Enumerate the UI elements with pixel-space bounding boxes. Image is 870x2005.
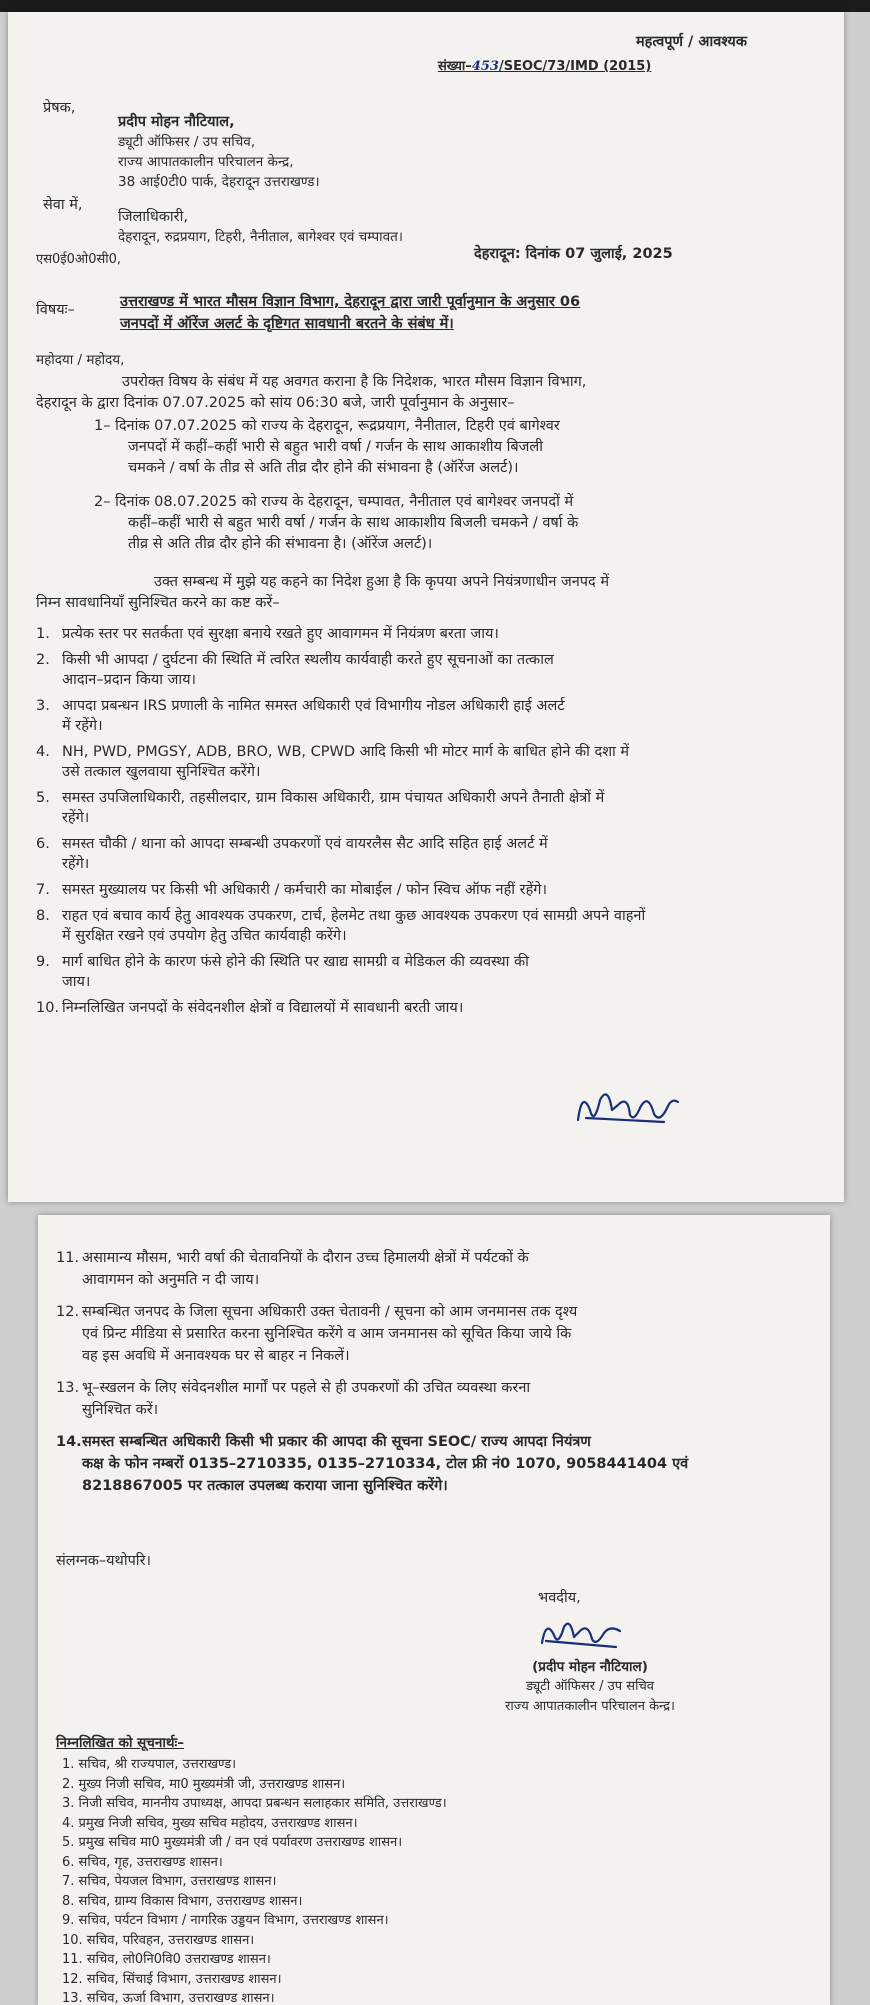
list-item-text: समस्त उपजिलाधिकारी, तहसीलदार, ग्राम विकास अधिकारी, ग्राम पंचायत अधिकारी अपने तैनाती क्षेत्रों में <box>62 790 605 806</box>
list-item-text: NH, PWD, PMGSY, ADB, BRO, WB, CPWD आदि किसी भी मोटर मार्ग के बाधित होने की दशा में <box>62 744 630 760</box>
list-item <box>56 1247 816 1291</box>
forecast-item-1: 1– दिनांक 07.07.2025 को राज्य के देहरादून, रूद्रप्रयाग, नैनीताल, टिहरी एवं बागेश्वर जनपदों में कहीं–कहीं भारी से बहुत भारी वर्षा / गर्जन के साथ आकाशीय बिजली चमकने / वर्षा के तीव्र से अति तीव्र दौर होने की संभावना है (ऑरेंज अलर्ट)। <box>94 418 560 476</box>
list-item-text: सुनिश्चित करें। <box>82 1402 159 1418</box>
list-item <box>36 952 826 992</box>
list-item-text: आवागमन को अनुमति न दी जाय। <box>82 1272 260 1288</box>
list-item-number: 13. <box>56 1380 80 1396</box>
top-bar <box>0 0 870 12</box>
sender-block <box>118 112 320 192</box>
sign-name: (प्रदीप मोहन नौटियाल) <box>532 1659 648 1675</box>
list-item-number: 9. <box>36 954 50 970</box>
direction-paragraph: उक्त सम्बन्ध में मुझे यह कहने का निदेश हुआ है कि कृपया अपने नियंत्रणाधीन जनपद में निम्न सावधानियाँ सुनिश्चित करने का कष्ट करें– <box>36 574 609 611</box>
list-item-text: वह इस अवधि में अनावश्यक घर से बाहर न निकलें। <box>82 1348 350 1364</box>
cc-list-item: 12. सचिव, सिंचाई विभाग, उत्तराखण्ड शासन। <box>62 1971 282 1987</box>
list-item <box>36 650 826 690</box>
list-item <box>36 624 826 644</box>
list-item-text: एवं प्रिन्ट मीडिया से प्रसारित करना सुनिश्चित करेंगे व आम जनमानस को सूचित किया जाये कि <box>82 1326 572 1342</box>
letter-page-2 <box>38 1215 830 2005</box>
sender-label: प्रेषक, <box>43 100 76 116</box>
list-item-number: 8. <box>36 908 50 924</box>
intro-paragraph: उपरोक्त विषय के संबंध में यह अवगत कराना है कि निदेशक, भारत मौसम विज्ञान विभाग, देहरादून के द्वारा दिनांक 07.07.2025 को सांय 06:30 बजे, जारी पूर्वानुमान के अनुसार– <box>36 374 587 411</box>
dept-code: एस0ई0ओ0सी0, <box>36 252 122 267</box>
list-item-text: प्रत्येक स्तर पर सतर्कता एवं सुरक्षा बनाये रखते हुए आवागमन में नियंत्रण बरता जाय। <box>62 626 499 642</box>
to-label: सेवा में, <box>43 197 83 213</box>
sign-title: ड्यूटी ऑफिसर / उप सचिव <box>526 1679 654 1694</box>
list-item-text: उसे तत्काल खुलवाया सुनिश्चित करेंगे। <box>62 764 261 780</box>
enclosure-note: संलग्नक–यथोपरि। <box>56 1553 151 1569</box>
subject-text: उत्तराखण्ड में भारत मौसम विज्ञान विभाग, देहरादून द्वारा जारी पूर्वानुमान के अनुसार 06 जनपदों में ऑरेंज अलर्ट के दृष्टिगत सावधानी बरतने के संबंध में। <box>120 294 581 332</box>
cc-list-item: 2. मुख्य निजी सचिव, मा0 मुख्यमंत्री जी, उत्तराखण्ड शासन। <box>62 1776 346 1792</box>
list-item <box>36 696 826 736</box>
list-item-text: जाय। <box>62 974 91 990</box>
list-item <box>36 834 826 874</box>
recipient-block <box>118 207 403 247</box>
sender-line: राज्य आपातकालीन परिचालन केन्द्र, <box>118 154 294 170</box>
subject-label: विषयः– <box>36 302 75 318</box>
cc-list-item: 3. निजी सचिव, माननीय उपाध्यक्ष, आपदा प्रबन्धन सलाहकार समिति, उत्तराखण्ड। <box>62 1796 447 1811</box>
list-item-text: 8218867005 पर तत्काल उपलब्ध कराया जाना सुनिश्चित करेंगे। <box>82 1478 448 1494</box>
cc-list-item: 11. सचिव, लो0नि0वि0 उत्तराखण्ड शासन। <box>62 1952 271 1967</box>
list-item-number: 1. <box>36 626 50 642</box>
cc-list-item: 10. सचिव, परिवहन, उत्तराखण्ड शासन। <box>62 1932 255 1948</box>
list-item <box>36 788 826 828</box>
forecast-item-2: 2– दिनांक 08.07.2025 को राज्य के देहरादून, चम्पावत, नैनीताल एवं बागेश्वर जनपदों में कहीं–कहीं भारी से बहुत भारी वर्षा / गर्जन के साथ आकाशीय बिजली चमकने / वर्षा के तीव्र से अति तीव्र दौर होने की संभावना है। (ऑरेंज अलर्ट)। <box>94 494 579 552</box>
list-item-text: सम्बन्धित जनपद के जिला सूचना अधिकारी उक्त चेतावनी / सूचना को आम जनमानस तक दृश्य <box>82 1304 578 1320</box>
sign-block <box>490 1657 690 1717</box>
precautions-list <box>36 624 826 1024</box>
recipient-line: जिलाधिकारी, <box>118 209 188 225</box>
list-item-text: निम्नलिखित जनपदों के संवेदनशील क्षेत्रों व विद्यालयों में सावधानी बरती जाय। <box>62 1000 464 1016</box>
cc-list <box>62 1755 447 2005</box>
list-item-number: 6. <box>36 836 50 852</box>
list-item-number: 7. <box>36 882 50 898</box>
sign-office: राज्य आपातकालीन परिचालन केन्द्र। <box>505 1699 675 1714</box>
cc-list-item: 7. सचिव, पेयजल विभाग, उत्तराखण्ड शासन। <box>62 1874 277 1889</box>
list-item <box>56 1377 816 1421</box>
list-item <box>56 1431 816 1497</box>
recipient-line: देहरादून, रुद्रप्रयाग, टिहरी, नैनीताल, बागेश्वर एवं चम्पावत। <box>118 229 403 245</box>
continued-list <box>56 1247 816 1507</box>
list-item-text: कक्ष के फोन नम्बरों 0135–2710335, 0135–2710334, टोल फ्री नं0 1070, 9058441404 एवं <box>82 1456 689 1472</box>
priority-label: महत्वपूर्ण / आवश्यक <box>636 34 747 50</box>
list-item-number: 12. <box>56 1304 80 1320</box>
cc-list-item: 1. सचिव, श्री राज्यपाल, उत्तराखण्ड। <box>62 1757 237 1772</box>
sender-name: प्रदीप मोहन नौटियाल, <box>118 114 235 130</box>
letter-date: देहरादून: दिनांक 07 जुलाई, 2025 <box>474 246 673 262</box>
list-item-text: राहत एवं बचाव कार्य हेतु आवश्यक उपकरण, टार्च, हेलमेट तथा कुछ आवश्यक उपकरण एवं सामग्री अपने वाहनों <box>62 908 646 924</box>
list-item <box>36 880 826 900</box>
list-item-text: भू–स्खलन के लिए संवेदनशील मार्गों पर पहले से ही उपकरणों की उचित व्यवस्था करना <box>82 1380 531 1396</box>
list-item-number: 2. <box>36 652 50 668</box>
list-item <box>36 998 826 1018</box>
cc-list-item: 8. सचिव, ग्राम्य विकास विभाग, उत्तराखण्ड शासन। <box>62 1893 303 1909</box>
list-item-text: समस्त चौकी / थाना को आपदा सम्बन्धी उपकरणों एवं वायरलैस सैट आदि सहित हाई अलर्ट में <box>62 836 548 852</box>
list-item-number: 4. <box>36 744 50 760</box>
sender-line: 38 आई0टी0 पार्क, देहरादून उत्तराखण्ड। <box>118 174 320 190</box>
list-item-number: 10. <box>36 1000 60 1016</box>
list-item-number: 11. <box>56 1250 80 1266</box>
signature <box>568 1080 688 1140</box>
list-item <box>56 1301 816 1367</box>
signature <box>536 1613 626 1653</box>
list-item-text: में रहेंगे। <box>62 718 103 734</box>
cc-list-item: 6. सचिव, गृह, उत्तराखण्ड शासन। <box>62 1854 223 1870</box>
list-item-text: आदान–प्रदान किया जाय। <box>62 672 197 688</box>
list-item <box>36 742 826 782</box>
list-item-text: समस्त मुख्यालय पर किसी भी अधिकारी / कर्मचारी का मोबाईल / फोन स्विच ऑफ नहीं रहेंगे। <box>62 882 547 898</box>
list-item-number: 14. <box>56 1434 82 1450</box>
cc-list-item: 4. प्रमुख निजी सचिव, मुख्य सचिव महोदय, उत्तराखण्ड शासन। <box>62 1815 358 1831</box>
closing: भवदीय, <box>538 1590 581 1606</box>
salutation: महोदया / महोदय, <box>36 352 125 368</box>
cc-list-item: 13. सचिव, ऊर्जा विभाग, उत्तराखण्ड शासन। <box>62 1991 275 2005</box>
list-item-number: 5. <box>36 790 50 806</box>
reference-number: संख्या–453/SEOC/73/IMD (2015) <box>438 59 652 74</box>
list-item-text: असामान्य मौसम, भारी वर्षा की चेतावनियों के दौरान उच्च हिमालयी क्षेत्रों में पर्यटकों के <box>82 1250 529 1266</box>
list-item-text: रहेंगे। <box>62 810 90 826</box>
list-item-text: में सुरक्षित रखने एवं उपयोग हेतु उचित कार्यवाही करेंगे। <box>62 928 347 944</box>
list-item-text: समस्त सम्बन्धित अधिकारी किसी भी प्रकार की आपदा की सूचना SEOC/ राज्य आपदा नियंत्रण <box>82 1434 591 1450</box>
list-item-text: किसी भी आपदा / दुर्घटना की स्थिति में त्वरित स्थलीय कार्यवाही करते हुए सूचनाओं का तत्काल <box>62 652 554 668</box>
list-item-text: रहेंगे। <box>62 856 90 872</box>
cc-heading: निम्नलिखित को सूचनार्थः– <box>56 1735 184 1751</box>
cc-list-item: 5. प्रमुख सचिव मा0 मुख्यमंत्री जी / वन एवं पर्यावरण उत्तराखण्ड शासन। <box>62 1835 403 1850</box>
list-item-text: आपदा प्रबन्धन IRS प्रणाली के नामित समस्त अधिकारी एवं विभागीय नोडल अधिकारी हाई अलर्ट <box>62 698 565 714</box>
cc-list-item: 9. सचिव, पर्यटन विभाग / नागरिक उड्डयन विभाग, उत्तराखण्ड शासन। <box>62 1913 389 1928</box>
list-item-text: मार्ग बाधित होने के कारण फंसे होने की स्थिति पर खाद्य सामग्री व मेडिकल की व्यवस्था की <box>62 954 529 970</box>
letter-page-1 <box>8 12 844 1202</box>
handwritten-ref-number: 453 <box>471 59 499 74</box>
list-item <box>36 906 826 946</box>
list-item-number: 3. <box>36 698 50 714</box>
sender-line: ड्यूटी ऑफिसर / उप सचिव, <box>118 134 256 150</box>
